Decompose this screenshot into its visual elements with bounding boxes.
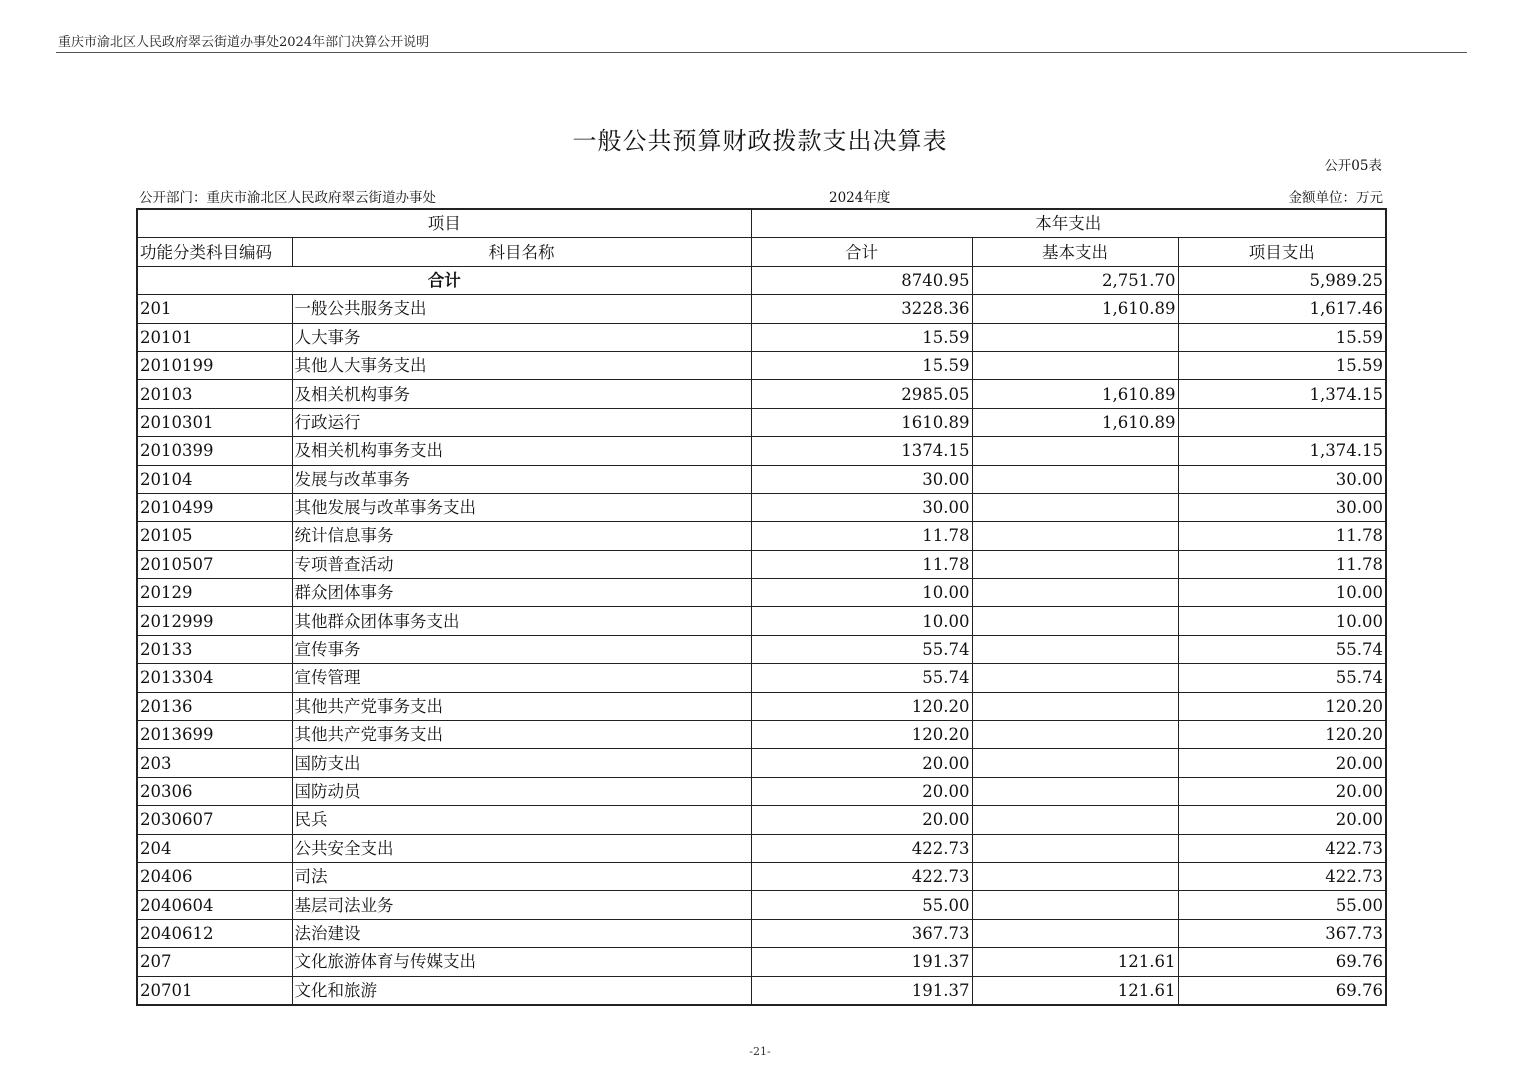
amount-unit: 金额单位：万元 (1288, 190, 1383, 206)
page-title: 一般公共预算财政拨款支出决算表 (572, 127, 948, 155)
table-row (137, 493, 1386, 521)
cell-total: 367.73 (751, 919, 972, 947)
column-header-project: 项目支出 (1178, 238, 1386, 266)
cell-basic (972, 891, 1178, 919)
department-label: 公开部门：重庆市渝北区人民政府翠云街道办事处 (139, 190, 436, 206)
cell-basic: 1,610.89 (972, 408, 1178, 436)
table-meta (137, 186, 1383, 206)
cell-code: 2013699 (137, 721, 292, 749)
cell-basic (972, 749, 1178, 777)
group-header-current-year: 本年支出 (751, 209, 1386, 238)
table-row (137, 664, 1386, 692)
cell-total: 1610.89 (751, 408, 972, 436)
table-row (137, 635, 1386, 663)
cell-name: 文化和旅游 (292, 976, 751, 1005)
cell-code: 20101 (137, 323, 292, 351)
group-header-item: 项目 (137, 209, 751, 238)
cell-code: 2010507 (137, 550, 292, 578)
cell-project: 1,617.46 (1178, 295, 1386, 323)
cell-code: 2040612 (137, 919, 292, 947)
cell-basic: 121.61 (972, 948, 1178, 976)
cell-total: 20.00 (751, 777, 972, 805)
cell-project: 10.00 (1178, 607, 1386, 635)
cell-total: 422.73 (751, 862, 972, 890)
running-header: 重庆市渝北区人民政府翠云街道办事处2024年部门决算公开说明 (58, 35, 430, 50)
cell-name: 其他共产党事务支出 (292, 721, 751, 749)
group-header-row (137, 209, 1386, 238)
cell-basic (972, 437, 1178, 465)
cell-basic: 1,610.89 (972, 380, 1178, 408)
cell-code: 2013304 (137, 664, 292, 692)
cell-name: 一般公共服务支出 (292, 295, 751, 323)
table-row (137, 806, 1386, 834)
table-row (137, 522, 1386, 550)
cell-total: 191.37 (751, 948, 972, 976)
cell-code: 2012999 (137, 607, 292, 635)
cell-name: 宣传事务 (292, 635, 751, 663)
column-header-code: 功能分类科目编码 (137, 238, 292, 266)
cell-code: 20103 (137, 380, 292, 408)
cell-total: 191.37 (751, 976, 972, 1005)
cell-code: 20105 (137, 522, 292, 550)
cell-code: 203 (137, 749, 292, 777)
table-row (137, 295, 1386, 323)
cell-total: 120.20 (751, 721, 972, 749)
table-row (137, 834, 1386, 862)
cell-name: 行政运行 (292, 408, 751, 436)
cell-project: 15.59 (1178, 323, 1386, 351)
cell-total: 10.00 (751, 579, 972, 607)
cell-name: 群众团体事务 (292, 579, 751, 607)
cell-basic (972, 635, 1178, 663)
cell-total: 20.00 (751, 749, 972, 777)
table-code: 公开05表 (1324, 158, 1382, 174)
cell-basic: 121.61 (972, 976, 1178, 1005)
table-row (137, 721, 1386, 749)
cell-name: 国防动员 (292, 777, 751, 805)
cell-basic (972, 607, 1178, 635)
cell-basic (972, 493, 1178, 521)
cell-total: 55.74 (751, 635, 972, 663)
cell-total: 11.78 (751, 550, 972, 578)
fiscal-year: 2024年度 (829, 190, 891, 206)
cell-project: 69.76 (1178, 948, 1386, 976)
cell-total: 2985.05 (751, 380, 972, 408)
cell-basic (972, 806, 1178, 834)
cell-project: 10.00 (1178, 579, 1386, 607)
cell-project: 69.76 (1178, 976, 1386, 1005)
cell-total: 1374.15 (751, 437, 972, 465)
table-row (137, 408, 1386, 436)
table-row (137, 777, 1386, 805)
cell-basic (972, 664, 1178, 692)
cell-name: 基层司法业务 (292, 891, 751, 919)
cell-basic (972, 919, 1178, 947)
cell-project: 422.73 (1178, 862, 1386, 890)
cell-code: 2040604 (137, 891, 292, 919)
cell-project: 11.78 (1178, 522, 1386, 550)
total-amount: 8740.95 (751, 266, 972, 294)
column-header-basic: 基本支出 (972, 238, 1178, 266)
cell-code: 20306 (137, 777, 292, 805)
cell-name: 其他群众团体事务支出 (292, 607, 751, 635)
cell-project: 20.00 (1178, 749, 1386, 777)
cell-project: 30.00 (1178, 493, 1386, 521)
total-basic: 2,751.70 (972, 266, 1178, 294)
cell-total: 55.74 (751, 664, 972, 692)
cell-code: 20701 (137, 976, 292, 1005)
cell-name: 其他人大事务支出 (292, 351, 751, 379)
column-header-row (137, 238, 1386, 266)
cell-project: 55.74 (1178, 664, 1386, 692)
table-row (137, 351, 1386, 379)
table-row (137, 948, 1386, 976)
table-row (137, 380, 1386, 408)
cell-name: 发展与改革事务 (292, 465, 751, 493)
cell-basic (972, 721, 1178, 749)
total-project: 5,989.25 (1178, 266, 1386, 294)
cell-code: 2030607 (137, 806, 292, 834)
table-row (137, 437, 1386, 465)
cell-code: 207 (137, 948, 292, 976)
cell-name: 及相关机构事务 (292, 380, 751, 408)
cell-basic (972, 834, 1178, 862)
cell-basic (972, 862, 1178, 890)
cell-total: 20.00 (751, 806, 972, 834)
cell-name: 统计信息事务 (292, 522, 751, 550)
cell-code: 2010499 (137, 493, 292, 521)
page-number: -21- (749, 1045, 771, 1058)
cell-name: 其他共产党事务支出 (292, 692, 751, 720)
cell-code: 2010199 (137, 351, 292, 379)
cell-code: 2010301 (137, 408, 292, 436)
table-row (137, 749, 1386, 777)
cell-project: 367.73 (1178, 919, 1386, 947)
total-row (137, 266, 1386, 294)
cell-name: 人大事务 (292, 323, 751, 351)
cell-code: 20129 (137, 579, 292, 607)
table-row (137, 891, 1386, 919)
cell-project: 55.00 (1178, 891, 1386, 919)
cell-total: 120.20 (751, 692, 972, 720)
cell-project: 120.20 (1178, 692, 1386, 720)
cell-basic (972, 323, 1178, 351)
cell-code: 20104 (137, 465, 292, 493)
column-header-name: 科目名称 (292, 238, 751, 266)
cell-total: 10.00 (751, 607, 972, 635)
cell-basic (972, 550, 1178, 578)
cell-total: 15.59 (751, 351, 972, 379)
cell-name: 法治建设 (292, 919, 751, 947)
column-header-total: 合计 (751, 238, 972, 266)
header-divider (56, 52, 1467, 53)
cell-project: 15.59 (1178, 351, 1386, 379)
total-label: 合计 (137, 266, 751, 294)
cell-name: 民兵 (292, 806, 751, 834)
cell-project: 20.00 (1178, 806, 1386, 834)
cell-total: 15.59 (751, 323, 972, 351)
table-row (137, 862, 1386, 890)
table-row (137, 607, 1386, 635)
cell-code: 204 (137, 834, 292, 862)
table-row (137, 919, 1386, 947)
cell-name: 公共安全支出 (292, 834, 751, 862)
cell-name: 专项普查活动 (292, 550, 751, 578)
cell-total: 30.00 (751, 465, 972, 493)
cell-name: 司法 (292, 862, 751, 890)
cell-name: 国防支出 (292, 749, 751, 777)
cell-name: 宣传管理 (292, 664, 751, 692)
cell-total: 30.00 (751, 493, 972, 521)
cell-name: 及相关机构事务支出 (292, 437, 751, 465)
cell-code: 201 (137, 295, 292, 323)
table-row (137, 465, 1386, 493)
cell-project: 1,374.15 (1178, 437, 1386, 465)
cell-total: 55.00 (751, 891, 972, 919)
cell-name: 其他发展与改革事务支出 (292, 493, 751, 521)
cell-project: 20.00 (1178, 777, 1386, 805)
cell-project: 1,374.15 (1178, 380, 1386, 408)
cell-project: 30.00 (1178, 465, 1386, 493)
table-row (137, 976, 1386, 1005)
table-row (137, 550, 1386, 578)
cell-project: 55.74 (1178, 635, 1386, 663)
cell-basic (972, 465, 1178, 493)
cell-basic (972, 777, 1178, 805)
cell-code: 2010399 (137, 437, 292, 465)
cell-code: 20133 (137, 635, 292, 663)
cell-project: 11.78 (1178, 550, 1386, 578)
cell-project: 120.20 (1178, 721, 1386, 749)
table-row (137, 579, 1386, 607)
cell-total: 11.78 (751, 522, 972, 550)
table-row (137, 692, 1386, 720)
expenditure-table (136, 208, 1387, 1006)
cell-basic (972, 692, 1178, 720)
cell-code: 20406 (137, 862, 292, 890)
cell-project (1178, 408, 1386, 436)
cell-total: 3228.36 (751, 295, 972, 323)
cell-basic (972, 522, 1178, 550)
cell-code: 20136 (137, 692, 292, 720)
cell-name: 文化旅游体育与传媒支出 (292, 948, 751, 976)
cell-project: 422.73 (1178, 834, 1386, 862)
cell-basic (972, 579, 1178, 607)
table-row (137, 323, 1386, 351)
cell-basic: 1,610.89 (972, 295, 1178, 323)
cell-total: 422.73 (751, 834, 972, 862)
cell-basic (972, 351, 1178, 379)
